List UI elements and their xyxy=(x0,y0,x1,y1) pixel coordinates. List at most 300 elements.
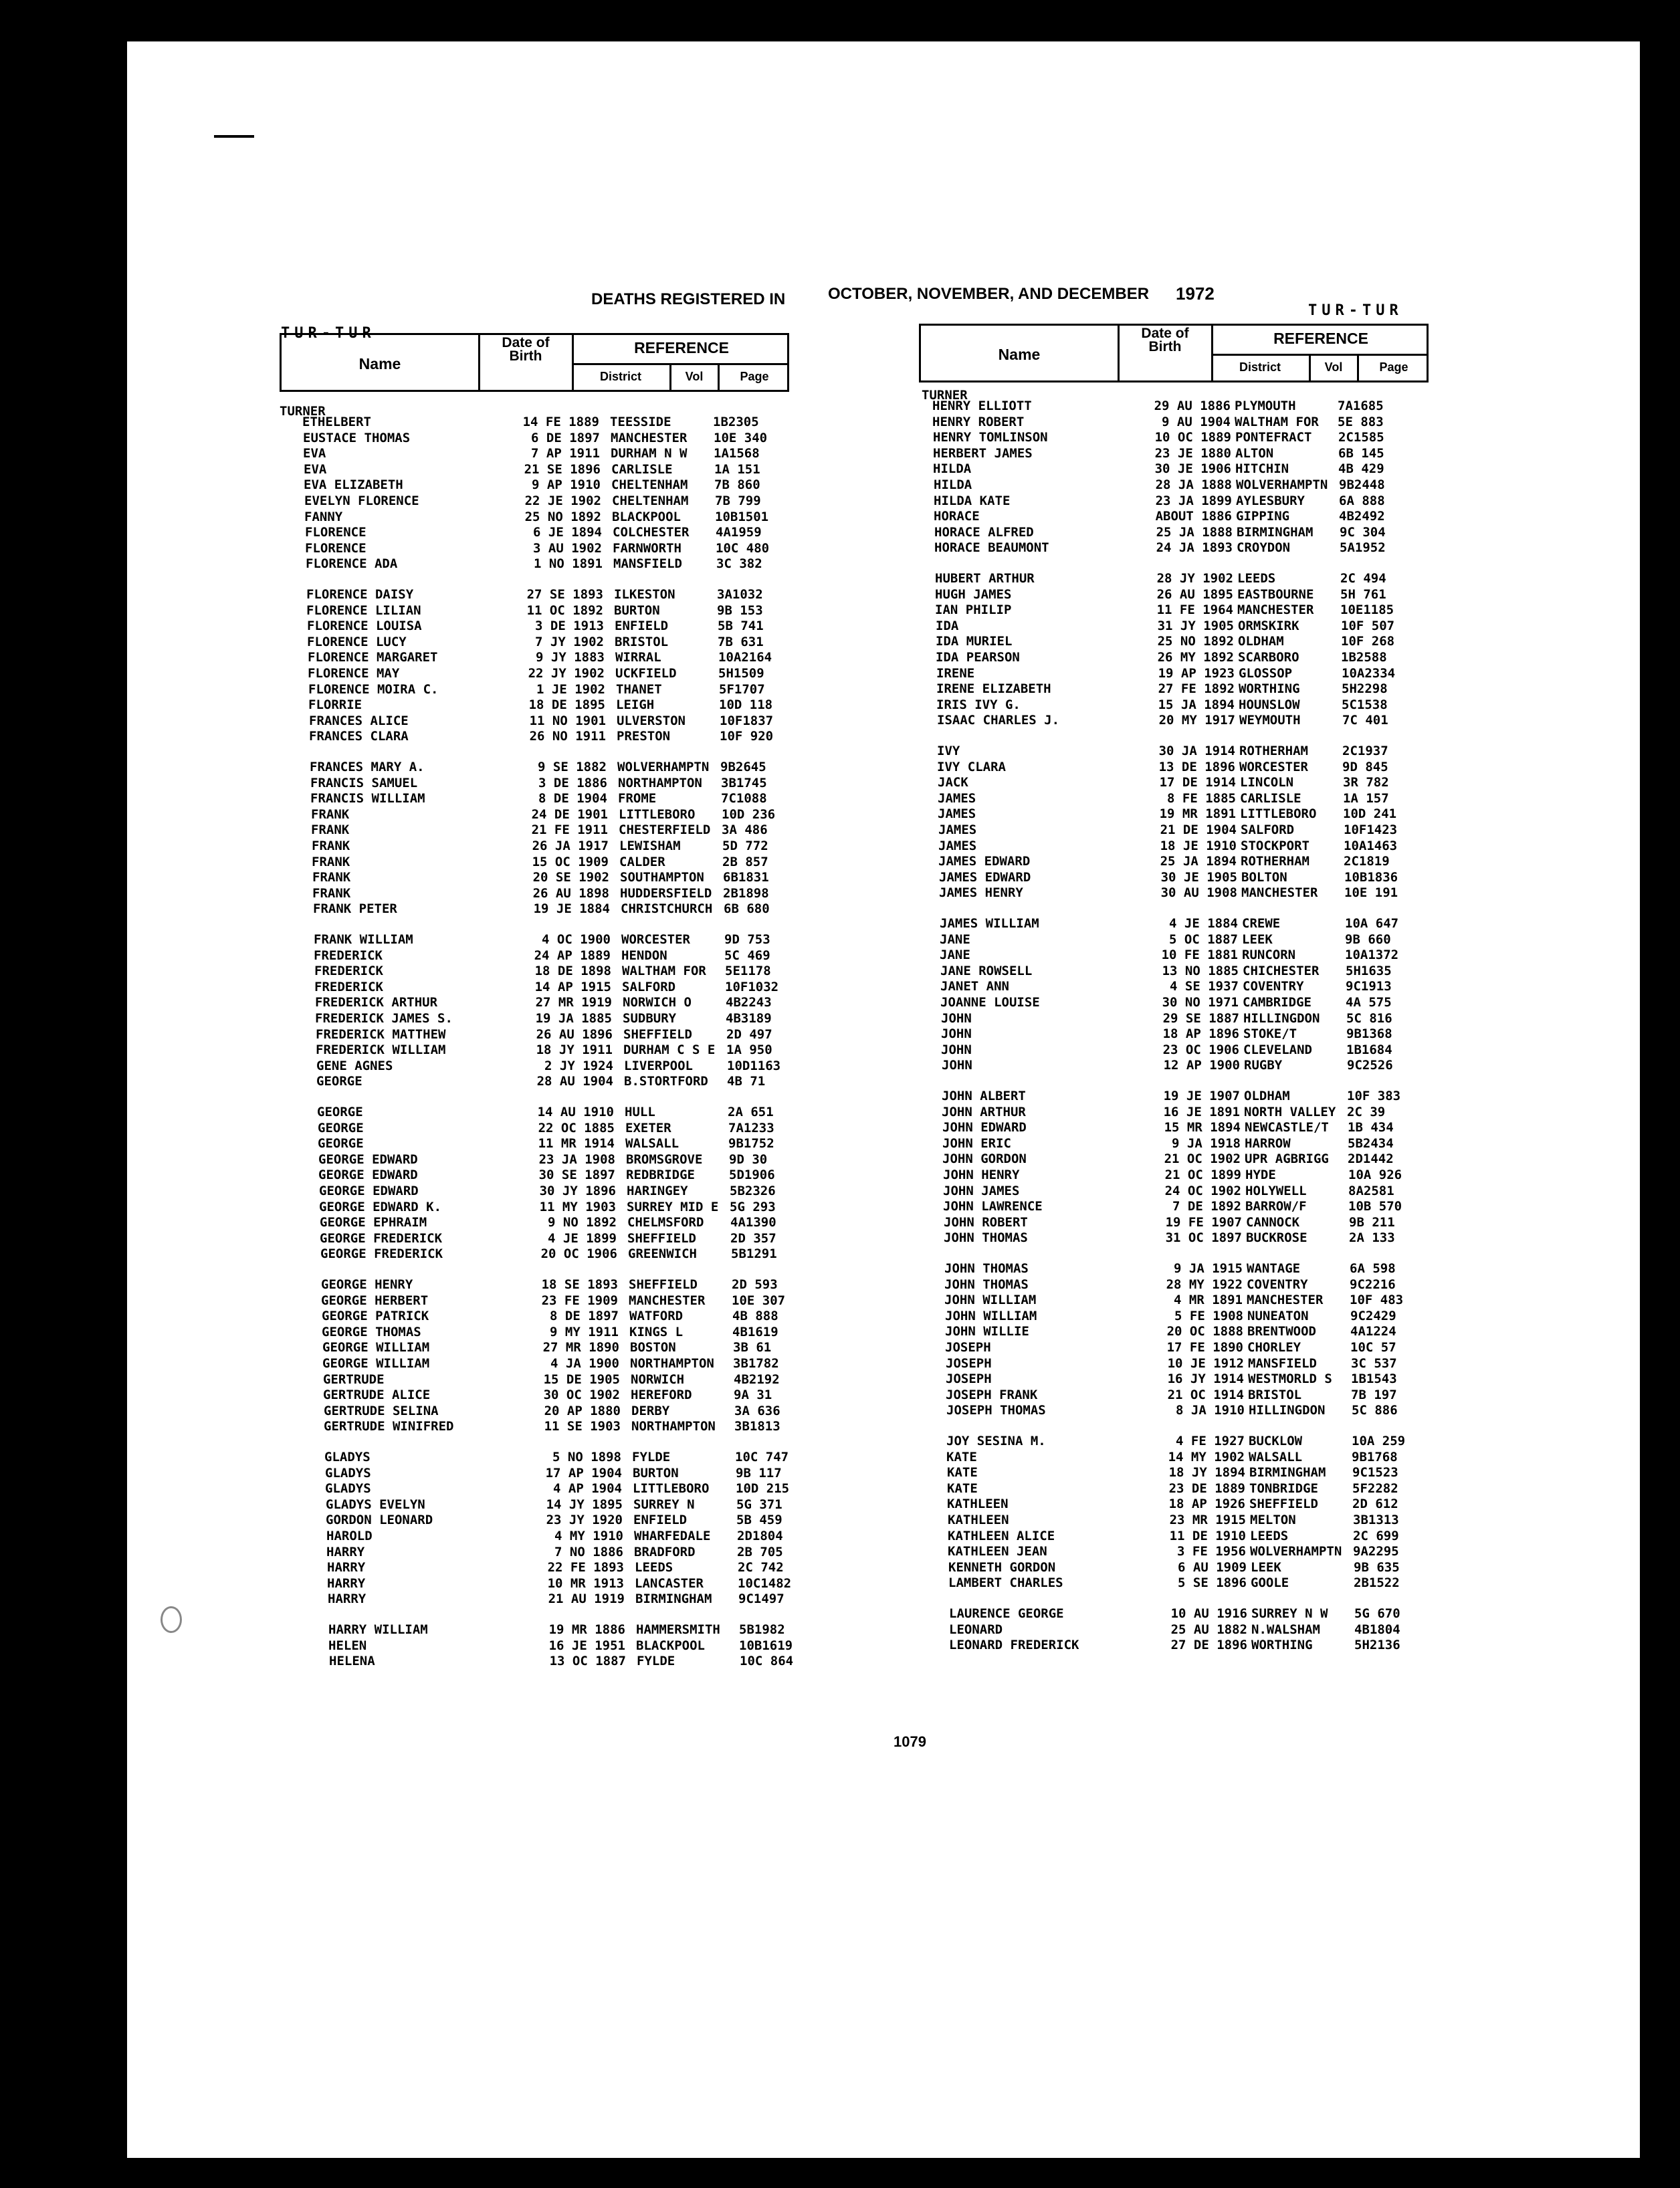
entry-district: ULVERSTON xyxy=(617,713,686,728)
entry-reference: 3B1782 xyxy=(733,1356,779,1371)
entry-district: GLOSSOP xyxy=(1239,665,1293,681)
entry-district: BURTON xyxy=(633,1465,679,1481)
entry-district: CHRISTCHURCH xyxy=(621,901,713,917)
entry-district: ILKESTON xyxy=(614,587,675,602)
entry-name: JAMES xyxy=(938,823,977,837)
entry-name: EVA xyxy=(304,461,327,477)
entry-district: CAMBRIDGE xyxy=(1243,995,1311,1010)
entry-date-of-birth: 19 JE 1907 xyxy=(1163,1089,1240,1103)
entry-date-of-birth: 27 MR 1919 xyxy=(535,995,612,1010)
entry-reference: 4A 575 xyxy=(1346,995,1392,1010)
entry-name: IAN PHILIP xyxy=(935,603,1012,618)
entry-date-of-birth: 11 OC 1892 xyxy=(526,603,603,618)
entry-district: WALTHAM FOR xyxy=(1235,414,1319,429)
entry-date-of-birth: 23 JA 1908 xyxy=(538,1152,615,1167)
entry-district: SURREY N xyxy=(633,1497,695,1512)
entry-reference: 6A 598 xyxy=(1350,1261,1396,1276)
entry-reference: 4A1224 xyxy=(1350,1324,1396,1339)
entry-district: BIRMINGHAM xyxy=(1249,1465,1326,1481)
entry-name: HUGH JAMES xyxy=(935,586,1012,602)
entry-district: ENFIELD xyxy=(615,619,669,634)
entry-district: KINGS L xyxy=(629,1324,684,1339)
entry-name: HENRY ROBERT xyxy=(932,414,1025,429)
entry-name: GORDON LEONARD xyxy=(326,1513,433,1528)
entry-name: ISAAC CHARLES J. xyxy=(937,713,1060,728)
entry-name: HARRY xyxy=(327,1575,366,1591)
entry-date-of-birth: 5 FE 1908 xyxy=(1174,1308,1243,1323)
entry-reference: 1A1568 xyxy=(714,446,760,461)
entry-date-of-birth: 10 AU 1916 xyxy=(1170,1606,1247,1621)
entry-reference: 9C2526 xyxy=(1347,1058,1393,1073)
entry-name: GENE AGNES xyxy=(316,1058,393,1073)
entry-reference: 10C 480 xyxy=(716,540,770,556)
entry-reference: 3B 61 xyxy=(733,1340,772,1355)
entry-reference: 10E 307 xyxy=(732,1293,786,1308)
entry-date-of-birth: 23 DE 1889 xyxy=(1168,1481,1245,1496)
entry-name: GERTRUDE xyxy=(323,1372,385,1387)
entry-district: BUCKLOW xyxy=(1249,1434,1303,1448)
page-title-year: 1972 xyxy=(1176,284,1215,304)
entry-name: JOHN xyxy=(941,1010,972,1026)
entry-date-of-birth: 24 JA 1893 xyxy=(1156,540,1233,556)
entry-name: GERTRUDE SELINA xyxy=(324,1403,439,1418)
entry-date-of-birth: 28 MY 1922 xyxy=(1166,1277,1243,1292)
entry-district: PLYMOUTH xyxy=(1235,399,1296,413)
entry-date-of-birth: 4 JA 1900 xyxy=(550,1356,619,1371)
entry-district: MANCHESTER xyxy=(629,1293,706,1308)
entry-reference: 10A2164 xyxy=(718,650,772,665)
entry-district: SHEFFIELD xyxy=(623,1026,692,1042)
entry-district: CHESTERFIELD xyxy=(619,823,711,838)
entry-district: RUGBY xyxy=(1244,1058,1283,1073)
entry-reference: 6B 145 xyxy=(1338,445,1384,461)
entry-name: FLORENCE ADA xyxy=(306,556,398,572)
entry-name: FLORENCE MARGARET xyxy=(308,650,438,665)
entry-name: EUSTACE THOMAS xyxy=(303,430,411,445)
entry-district: CHELTENHAM xyxy=(611,477,688,493)
entry-reference: 5B 741 xyxy=(718,619,764,634)
entry-district: HULL xyxy=(625,1105,655,1119)
entry-name: JOHN xyxy=(941,1026,972,1042)
entry-district: B.STORTFORD xyxy=(624,1074,708,1089)
entry-district: LIVERPOOL xyxy=(624,1058,693,1073)
entry-date-of-birth: 19 FE 1907 xyxy=(1165,1214,1242,1230)
surname-heading-left: TURNER xyxy=(280,404,326,419)
entry-reference: 2C 494 xyxy=(1340,571,1386,586)
entry-reference: 5H2136 xyxy=(1354,1638,1400,1653)
entry-name: HUBERT ARTHUR xyxy=(935,571,1035,586)
entry-district: SURREY N W xyxy=(1251,1606,1328,1621)
entry-date-of-birth: 28 JA 1888 xyxy=(1155,477,1232,492)
entry-district: SOUTHAMPTON xyxy=(620,870,704,885)
entry-date-of-birth: 21 SE 1896 xyxy=(524,461,601,477)
entry-reference: 1B2588 xyxy=(1341,650,1387,665)
entry-date-of-birth: 22 OC 1885 xyxy=(538,1120,615,1135)
entry-name: HARRY WILLIAM xyxy=(328,1622,428,1637)
entry-date-of-birth: 25 JA 1894 xyxy=(1160,854,1237,869)
entry-district: BURTON xyxy=(614,603,660,618)
entry-district: MANCHESTER xyxy=(611,430,688,445)
entry-date-of-birth: 21 OC 1899 xyxy=(1164,1168,1241,1182)
entry-reference: 9B 117 xyxy=(736,1465,782,1481)
entry-date-of-birth: 25 JA 1888 xyxy=(1156,524,1233,540)
entry-date-of-birth: 13 OC 1887 xyxy=(549,1654,626,1669)
entry-date-of-birth: 20 AP 1880 xyxy=(544,1403,621,1418)
entry-date-of-birth: 17 DE 1914 xyxy=(1159,775,1236,790)
entry-reference: 5C 816 xyxy=(1346,1010,1392,1026)
entry-district: GREENWICH xyxy=(628,1246,697,1262)
entry-district: HILLINGDON xyxy=(1243,1010,1320,1026)
entry-reference: 2B1522 xyxy=(1354,1575,1400,1591)
entry-name: JACK xyxy=(938,775,968,790)
entry-name: FLORRIE xyxy=(308,697,362,713)
entry-district: COVENTRY xyxy=(1243,979,1304,994)
entry-reference: 2D 593 xyxy=(732,1277,778,1292)
entry-reference: 2C 742 xyxy=(738,1560,784,1575)
entry-district: HAMMERSMITH xyxy=(636,1622,720,1637)
entry-name: FLORENCE MOIRA C. xyxy=(308,681,439,697)
entry-reference: 3C 537 xyxy=(1351,1355,1397,1371)
entry-reference: 10C 747 xyxy=(735,1450,789,1464)
entry-reference: 5B 459 xyxy=(736,1513,782,1528)
entry-date-of-birth: 6 JE 1894 xyxy=(533,525,602,540)
entry-date-of-birth: 4 AP 1904 xyxy=(553,1481,622,1497)
entry-name: JANET ANN xyxy=(940,979,1009,994)
entry-name: GEORGE EDWARD xyxy=(318,1168,418,1183)
entry-reference: 5G 670 xyxy=(1354,1606,1400,1621)
entry-reference: 10A2334 xyxy=(1342,665,1396,681)
entry-reference: 10B1836 xyxy=(1344,869,1398,885)
entry-name: HARRY xyxy=(328,1592,366,1607)
entry-district: ENFIELD xyxy=(633,1513,688,1528)
entry-name: ETHELBERT xyxy=(302,415,371,429)
entry-date-of-birth: 25 NO 1892 xyxy=(1157,634,1234,649)
entry-reference: 2D 612 xyxy=(1352,1497,1398,1512)
entry-district: WESTMORLD S xyxy=(1248,1372,1332,1387)
entry-date-of-birth: 10 MR 1913 xyxy=(547,1575,624,1591)
entry-date-of-birth: 7 AP 1911 xyxy=(531,446,600,461)
entry-name: GERTRUDE ALICE xyxy=(323,1388,431,1403)
entry-reference: 10A1463 xyxy=(1344,838,1398,853)
entry-name: GEORGE WILLIAM xyxy=(322,1356,430,1371)
entry-district: WORTHING xyxy=(1239,681,1300,697)
entry-date-of-birth: 14 AU 1910 xyxy=(537,1105,614,1119)
entry-date-of-birth: 7 JY 1902 xyxy=(535,634,604,649)
entry-reference: 9B 635 xyxy=(1354,1559,1400,1575)
entry-reference: 2A 651 xyxy=(728,1105,774,1119)
entry-name: GEORGE THOMAS xyxy=(322,1324,421,1339)
entry-name: GEORGE HERBERT xyxy=(321,1293,429,1308)
entry-name: KENNETH GORDON xyxy=(948,1559,1056,1575)
entry-name: FRANK xyxy=(312,870,351,885)
entry-district: HARROW xyxy=(1245,1135,1291,1151)
entry-name: JOHN THOMAS xyxy=(944,1230,1028,1246)
entry-district: DERBY xyxy=(631,1403,670,1418)
entry-district: NORTH VALLEY xyxy=(1244,1104,1336,1119)
entry-district: BIRMINGHAM xyxy=(1237,524,1314,540)
entry-reference: 10F 507 xyxy=(1341,618,1395,633)
entry-district: BOSTON xyxy=(630,1340,676,1355)
entry-district: SHEFFIELD xyxy=(1249,1497,1318,1512)
entry-reference: 2C 699 xyxy=(1353,1528,1399,1543)
entry-district: BRISTOL xyxy=(1248,1387,1302,1402)
entry-name: JOHN ARTHUR xyxy=(942,1104,1026,1119)
entry-name: GERTRUDE WINIFRED xyxy=(324,1419,454,1434)
entry-date-of-birth: 30 NO 1971 xyxy=(1162,995,1239,1010)
entry-district: LEIGH xyxy=(616,697,655,713)
entry-reference: 7B 860 xyxy=(714,477,760,493)
entry-date-of-birth: 18 JE 1910 xyxy=(1160,838,1237,853)
entry-name: FLORENCE LOUISA xyxy=(307,619,422,634)
entry-district: CLEVELAND xyxy=(1243,1042,1312,1057)
entry-date-of-birth: 29 AU 1886 xyxy=(1154,399,1231,413)
entry-date-of-birth: 20 OC 1906 xyxy=(540,1246,617,1262)
entry-district: FARNWORTH xyxy=(613,540,681,556)
entry-date-of-birth: 31 JY 1905 xyxy=(1157,618,1234,633)
entry-date-of-birth: 28 AU 1904 xyxy=(536,1074,613,1089)
entry-date-of-birth: 21 AU 1919 xyxy=(548,1592,625,1607)
entry-reference: 9C1497 xyxy=(738,1592,784,1607)
entry-district: WEYMOUTH xyxy=(1239,713,1301,728)
entry-reference: 5G 371 xyxy=(736,1497,782,1512)
entry-name: FRANCES MARY A. xyxy=(310,760,425,774)
entry-name: IRENE ELIZABETH xyxy=(936,681,1051,697)
entry-district: WORTHING xyxy=(1251,1638,1313,1653)
entry-name: HAROLD xyxy=(326,1529,373,1543)
entry-name: GEORGE WILLIAM xyxy=(322,1340,430,1355)
entry-reference: 9D 753 xyxy=(724,932,770,947)
col-header-dob: Date of Birth xyxy=(1141,326,1189,354)
entry-district: ROTHERHAM xyxy=(1241,854,1309,869)
entry-reference: 10D 118 xyxy=(719,697,773,713)
entry-district: BOLTON xyxy=(1241,869,1287,885)
entry-name: LEONARD FREDERICK xyxy=(949,1638,1079,1653)
entry-date-of-birth: 9 AU 1904 xyxy=(1162,414,1231,429)
entry-name: JOHN GORDON xyxy=(942,1152,1027,1167)
entry-name: JAMES xyxy=(938,790,976,806)
entry-name: JOHN LAWRENCE xyxy=(943,1199,1043,1214)
entry-district: SCARBORO xyxy=(1238,650,1299,665)
entry-name: FREDERICK MATTHEW xyxy=(316,1026,446,1042)
entry-name: JAMES EDWARD xyxy=(938,854,1031,869)
entry-date-of-birth: 10 FE 1881 xyxy=(1161,948,1238,963)
entry-name: JANE xyxy=(940,948,970,963)
entry-reference: 10F 268 xyxy=(1341,634,1395,649)
entry-district: WIRRAL xyxy=(615,650,661,665)
col-header-vol: Vol xyxy=(685,370,704,383)
entry-date-of-birth: 16 JE 1891 xyxy=(1163,1104,1240,1119)
entry-reference: 9B 660 xyxy=(1345,932,1391,947)
entry-name: GEORGE PATRICK xyxy=(322,1309,429,1324)
entry-district: COLCHESTER xyxy=(613,525,690,540)
entry-date-of-birth: 9 JA 1915 xyxy=(1174,1261,1243,1276)
entry-name: JOSEPH FRANK xyxy=(946,1387,1038,1402)
entry-date-of-birth: 5 SE 1896 xyxy=(1178,1575,1247,1591)
entry-name: JOSEPH xyxy=(945,1340,991,1355)
entry-reference: 7B 631 xyxy=(718,634,764,649)
entry-date-of-birth: 22 JE 1902 xyxy=(524,494,601,508)
entry-reference: 3C 382 xyxy=(716,556,762,572)
entry-district: N.WALSHAM xyxy=(1251,1622,1320,1637)
entry-reference: 4B 888 xyxy=(732,1309,778,1324)
entry-name: FRANK PETER xyxy=(313,901,397,917)
entry-date-of-birth: 14 MY 1902 xyxy=(1168,1449,1245,1464)
entry-date-of-birth: 1 JE 1902 xyxy=(536,681,605,697)
entry-date-of-birth: 23 JA 1899 xyxy=(1155,493,1232,508)
page-title-left: DEATHS REGISTERED IN xyxy=(591,290,786,308)
entry-reference: 7B 799 xyxy=(715,494,761,508)
entry-reference: 1B2305 xyxy=(713,415,759,429)
entry-district: WORCESTER xyxy=(621,932,690,947)
entry-reference: 5A1952 xyxy=(1340,540,1386,556)
entry-district: CREWE xyxy=(1242,916,1281,931)
entry-district: SURREY MID E xyxy=(627,1199,719,1214)
entry-reference: 5D1906 xyxy=(729,1168,775,1183)
entry-reference: 10A 647 xyxy=(1345,916,1399,931)
entry-reference: 2B 857 xyxy=(722,854,768,869)
entry-date-of-birth: 18 JY 1911 xyxy=(536,1043,613,1058)
entry-date-of-birth: 24 DE 1901 xyxy=(531,806,608,822)
entry-district: BRADFORD xyxy=(634,1544,696,1559)
entry-reference: 2C 39 xyxy=(1347,1104,1386,1119)
entry-reference: 9C2216 xyxy=(1350,1277,1396,1292)
register-page xyxy=(127,41,1640,2158)
entry-district: NORTHAMPTON xyxy=(631,1419,716,1434)
entry-name: GLADYS EVELYN xyxy=(326,1497,425,1512)
entry-district: STOKE/T xyxy=(1243,1026,1297,1042)
entry-date-of-birth: 13 NO 1885 xyxy=(1162,963,1239,978)
entry-name: FRANK xyxy=(312,854,350,869)
entry-date-of-birth: 26 NO 1911 xyxy=(529,729,606,744)
col-header-district: District xyxy=(599,370,641,383)
entry-date-of-birth: 9 JA 1918 xyxy=(1172,1135,1241,1151)
entry-district: HUDDERSFIELD xyxy=(620,885,712,901)
entry-date-of-birth: 11 FE 1964 xyxy=(1156,603,1233,618)
entry-reference: 1B1543 xyxy=(1351,1372,1397,1387)
entry-name: KATHLEEN ALICE xyxy=(948,1528,1055,1543)
entry-name: GLADYS xyxy=(325,1465,371,1481)
entry-date-of-birth: 22 JY 1902 xyxy=(528,666,605,681)
entry-name: EVA xyxy=(303,446,326,461)
entry-name: HORACE xyxy=(934,509,980,524)
entry-district: SALFORD xyxy=(1241,823,1295,837)
entry-name: FANNY xyxy=(304,509,343,524)
entry-reference: 9A 31 xyxy=(734,1388,772,1403)
entry-reference: 5B1291 xyxy=(731,1246,777,1262)
entry-date-of-birth: 31 OC 1897 xyxy=(1165,1230,1242,1246)
entry-reference: 10C 57 xyxy=(1350,1340,1396,1355)
entry-reference: 2B 705 xyxy=(737,1544,783,1559)
entry-date-of-birth: 19 JE 1884 xyxy=(533,901,610,917)
entry-name: JOHN WILLIAM xyxy=(945,1308,1037,1323)
entry-reference: 9D 845 xyxy=(1342,759,1388,774)
entry-name: IRIS IVY G. xyxy=(936,697,1021,712)
entry-date-of-birth: 30 JE 1906 xyxy=(1154,461,1231,477)
entry-name: GEORGE EDWARD xyxy=(318,1152,418,1167)
entry-name: EVA ELIZABETH xyxy=(304,477,403,493)
entry-name: FLORENCE xyxy=(305,540,366,556)
entry-name: GEORGE EDWARD xyxy=(319,1184,419,1198)
entry-reference: 2C1937 xyxy=(1342,744,1388,758)
entry-reference: 5F2282 xyxy=(1352,1481,1398,1496)
entry-date-of-birth: 7 NO 1886 xyxy=(554,1544,623,1559)
entry-district: UPR AGBRIGG xyxy=(1245,1152,1329,1167)
entry-district: CARLISLE xyxy=(1240,790,1301,806)
entry-reference: 10A 259 xyxy=(1352,1434,1406,1448)
entry-district: WALSALL xyxy=(1249,1449,1303,1464)
entry-date-of-birth: 8 FE 1885 xyxy=(1167,790,1236,806)
entry-reference: 2D1442 xyxy=(1348,1152,1394,1167)
entry-name: HERBERT JAMES xyxy=(933,445,1033,461)
entry-reference: 5C 886 xyxy=(1352,1403,1398,1418)
entry-name: IRENE xyxy=(936,665,975,681)
entry-date-of-birth: 11 SE 1903 xyxy=(544,1419,621,1434)
entry-reference: 10C1482 xyxy=(738,1575,792,1591)
entry-name: JOHN xyxy=(941,1042,972,1057)
entry-name: LAURENCE GEORGE xyxy=(949,1606,1064,1621)
entry-district: LITTLEBORO xyxy=(1240,806,1317,822)
entry-date-of-birth: 4 SE 1937 xyxy=(1170,979,1239,994)
entry-reference: 3R 782 xyxy=(1343,775,1389,790)
entry-date-of-birth: 11 DE 1910 xyxy=(1169,1528,1246,1543)
entry-date-of-birth: 30 JE 1905 xyxy=(1160,869,1237,885)
entry-reference: 2A 133 xyxy=(1349,1230,1395,1246)
entry-date-of-birth: 8 DE 1897 xyxy=(550,1309,619,1324)
entry-reference: 1A 950 xyxy=(726,1043,772,1058)
entry-date-of-birth: 15 OC 1909 xyxy=(532,854,609,869)
entry-reference: 2C1819 xyxy=(1344,854,1390,869)
entry-reference: 7A1233 xyxy=(728,1120,774,1135)
entry-name: JOHN EDWARD xyxy=(942,1120,1027,1135)
entry-district: WHARFEDALE xyxy=(634,1529,711,1543)
entry-reference: 5C 469 xyxy=(724,948,770,963)
entry-date-of-birth: 26 MY 1892 xyxy=(1157,650,1234,665)
entry-reference: 4B1619 xyxy=(732,1324,778,1339)
entry-name: JOSEPH THOMAS xyxy=(946,1403,1046,1418)
entry-name: JOHN ROBERT xyxy=(944,1214,1028,1230)
entry-district: HOLYWELL xyxy=(1245,1183,1307,1198)
entry-reference: 10D 236 xyxy=(722,806,776,822)
entry-reference: 10F1423 xyxy=(1344,823,1398,837)
entry-date-of-birth: 11 MR 1914 xyxy=(538,1136,615,1152)
entry-district: MANCHESTER xyxy=(1241,885,1318,901)
entry-name: FRANCES ALICE xyxy=(309,713,409,728)
entry-reference: 2B1898 xyxy=(723,885,769,901)
entry-name: JOHN JAMES xyxy=(943,1183,1020,1198)
entry-reference: 9B2448 xyxy=(1339,477,1385,492)
entry-date-of-birth: 13 DE 1896 xyxy=(1158,759,1235,774)
entry-district: WALTHAM FOR xyxy=(622,964,706,979)
entry-name: JOSEPH xyxy=(946,1372,992,1387)
entry-name: HARRY xyxy=(327,1560,366,1575)
entry-date-of-birth: 21 DE 1904 xyxy=(1160,823,1237,837)
entry-reference: 7C 401 xyxy=(1342,713,1388,728)
entry-date-of-birth: 20 SE 1902 xyxy=(532,870,609,885)
entry-name: HARRY xyxy=(326,1544,365,1559)
entry-date-of-birth: 23 JY 1920 xyxy=(546,1513,623,1528)
entry-date-of-birth: 15 JA 1894 xyxy=(1158,697,1235,712)
entry-reference: 10B1501 xyxy=(715,509,769,524)
entry-date-of-birth: 30 JY 1896 xyxy=(539,1184,616,1198)
entry-reference: 9D 30 xyxy=(729,1152,768,1167)
entry-district: LITTLEBORO xyxy=(619,806,696,822)
entry-date-of-birth: 18 DE 1895 xyxy=(528,697,605,713)
col-header-vol: Vol xyxy=(1324,360,1343,374)
entry-reference: 4B 429 xyxy=(1338,461,1384,477)
entry-reference: 3B1313 xyxy=(1353,1513,1399,1527)
entry-reference: 5H1509 xyxy=(718,666,764,681)
entry-date-of-birth: 26 JA 1917 xyxy=(532,839,609,853)
